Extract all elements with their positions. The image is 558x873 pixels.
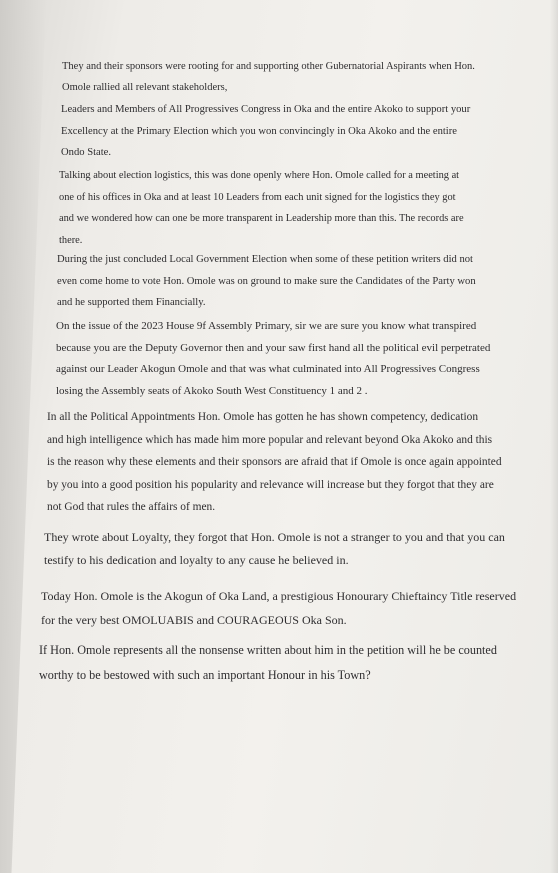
paragraph-line: and we wondered how can one be more transparent in Leadership more than this. The records are (59, 213, 464, 224)
paragraph-line: by you into a good position his popularity and relevance will increase but they forgot that they are (47, 478, 494, 491)
paragraph-line: During the just concluded Local Government Election when some of these petition writers did not (57, 254, 473, 265)
paragraph-line: Excellency at the Primary Election which you won convincingly in Oka Akoko and the entire (61, 125, 457, 137)
paragraph-line: If Hon. Omole represents all the nonsense written about him in the petition will he be counted (39, 643, 497, 657)
paragraph-line: Omole rallied all relevant stakeholders, (62, 82, 228, 93)
paragraph-local-election (57, 249, 476, 314)
paragraph-assembly-primary (56, 316, 490, 402)
paragraph-line: Leaders and Members of All Progressives Congress in Oka and the entire Akoko to support your (61, 104, 471, 115)
paragraph-line: for the very best OMOLUABIS and COURAGEOUS Oka Son. (41, 613, 347, 627)
paragraph-line: even come home to vote Hon. Omole was on ground to make sure the Candidates of the Party won (57, 275, 476, 287)
page-edge-shadow (550, 0, 558, 873)
paragraph-line: Today Hon. Omole is the Akogun of Oka Land, a prestigious Honourary Chieftaincy Title reserved (41, 589, 517, 603)
paragraph-line: one of his offices in Oka and at least 10 Leaders from each unit signed for the logistics they got (59, 191, 456, 203)
paragraph-akogun-title (41, 584, 516, 632)
paragraph-line: and high intelligence which has made him more popular and relevant beyond Oka Akoko and this (47, 433, 493, 446)
paragraph-loyalty (44, 526, 505, 572)
page-fold-shadow (0, 0, 46, 873)
paragraph-line: worthy to be bestowed with such an important Honour in his Town? (39, 668, 371, 682)
paragraph-line: On the issue of the 2023 House 9f Assembly Primary, sir we are sure you know what transpired (56, 320, 477, 332)
paragraph-appointments (47, 406, 502, 519)
paragraph-line: Talking about election logistics, this was done openly where Hon. Omole called for a meeting at (59, 170, 460, 181)
paragraph-line: against our Leader Akogun Omole and that was what culminated into All Progressives Congress (56, 363, 480, 375)
paragraph-leaders (61, 99, 470, 164)
paragraph-sponsors (62, 56, 475, 98)
paragraph-line: They wrote about Loyalty, they forgot that Hon. Omole is not a stranger to you and that you can (44, 530, 505, 544)
paragraph-line: is the reason why these elements and their sponsors are afraid that if Omole is once again appointed (47, 456, 502, 468)
paragraph-line: because you are the Deputy Governor then and your saw first hand all the political evil perpetrated (56, 341, 491, 354)
paragraph-logistics (59, 165, 464, 251)
paragraph-honour-question (39, 638, 497, 688)
paragraph-line: They and their sponsors were rooting for and supporting other Gubernatorial Aspirants when Hon. (62, 61, 475, 72)
paragraph-line: Ondo State. (61, 147, 112, 158)
paragraph-line: there. (59, 234, 83, 246)
paragraph-line: and he supported them Financially. (57, 297, 206, 308)
paragraph-line: not God that rules the affairs of men. (47, 501, 216, 513)
paragraph-line: testify to his dedication and loyalty to any cause he believed in. (44, 553, 349, 567)
paragraph-line: losing the Assembly seats of Akoko South West Constituency 1 and 2 . (56, 384, 368, 397)
paragraph-line: In all the Political Appointments Hon. Omole has gotten he has shown competency, dedication (47, 411, 479, 423)
